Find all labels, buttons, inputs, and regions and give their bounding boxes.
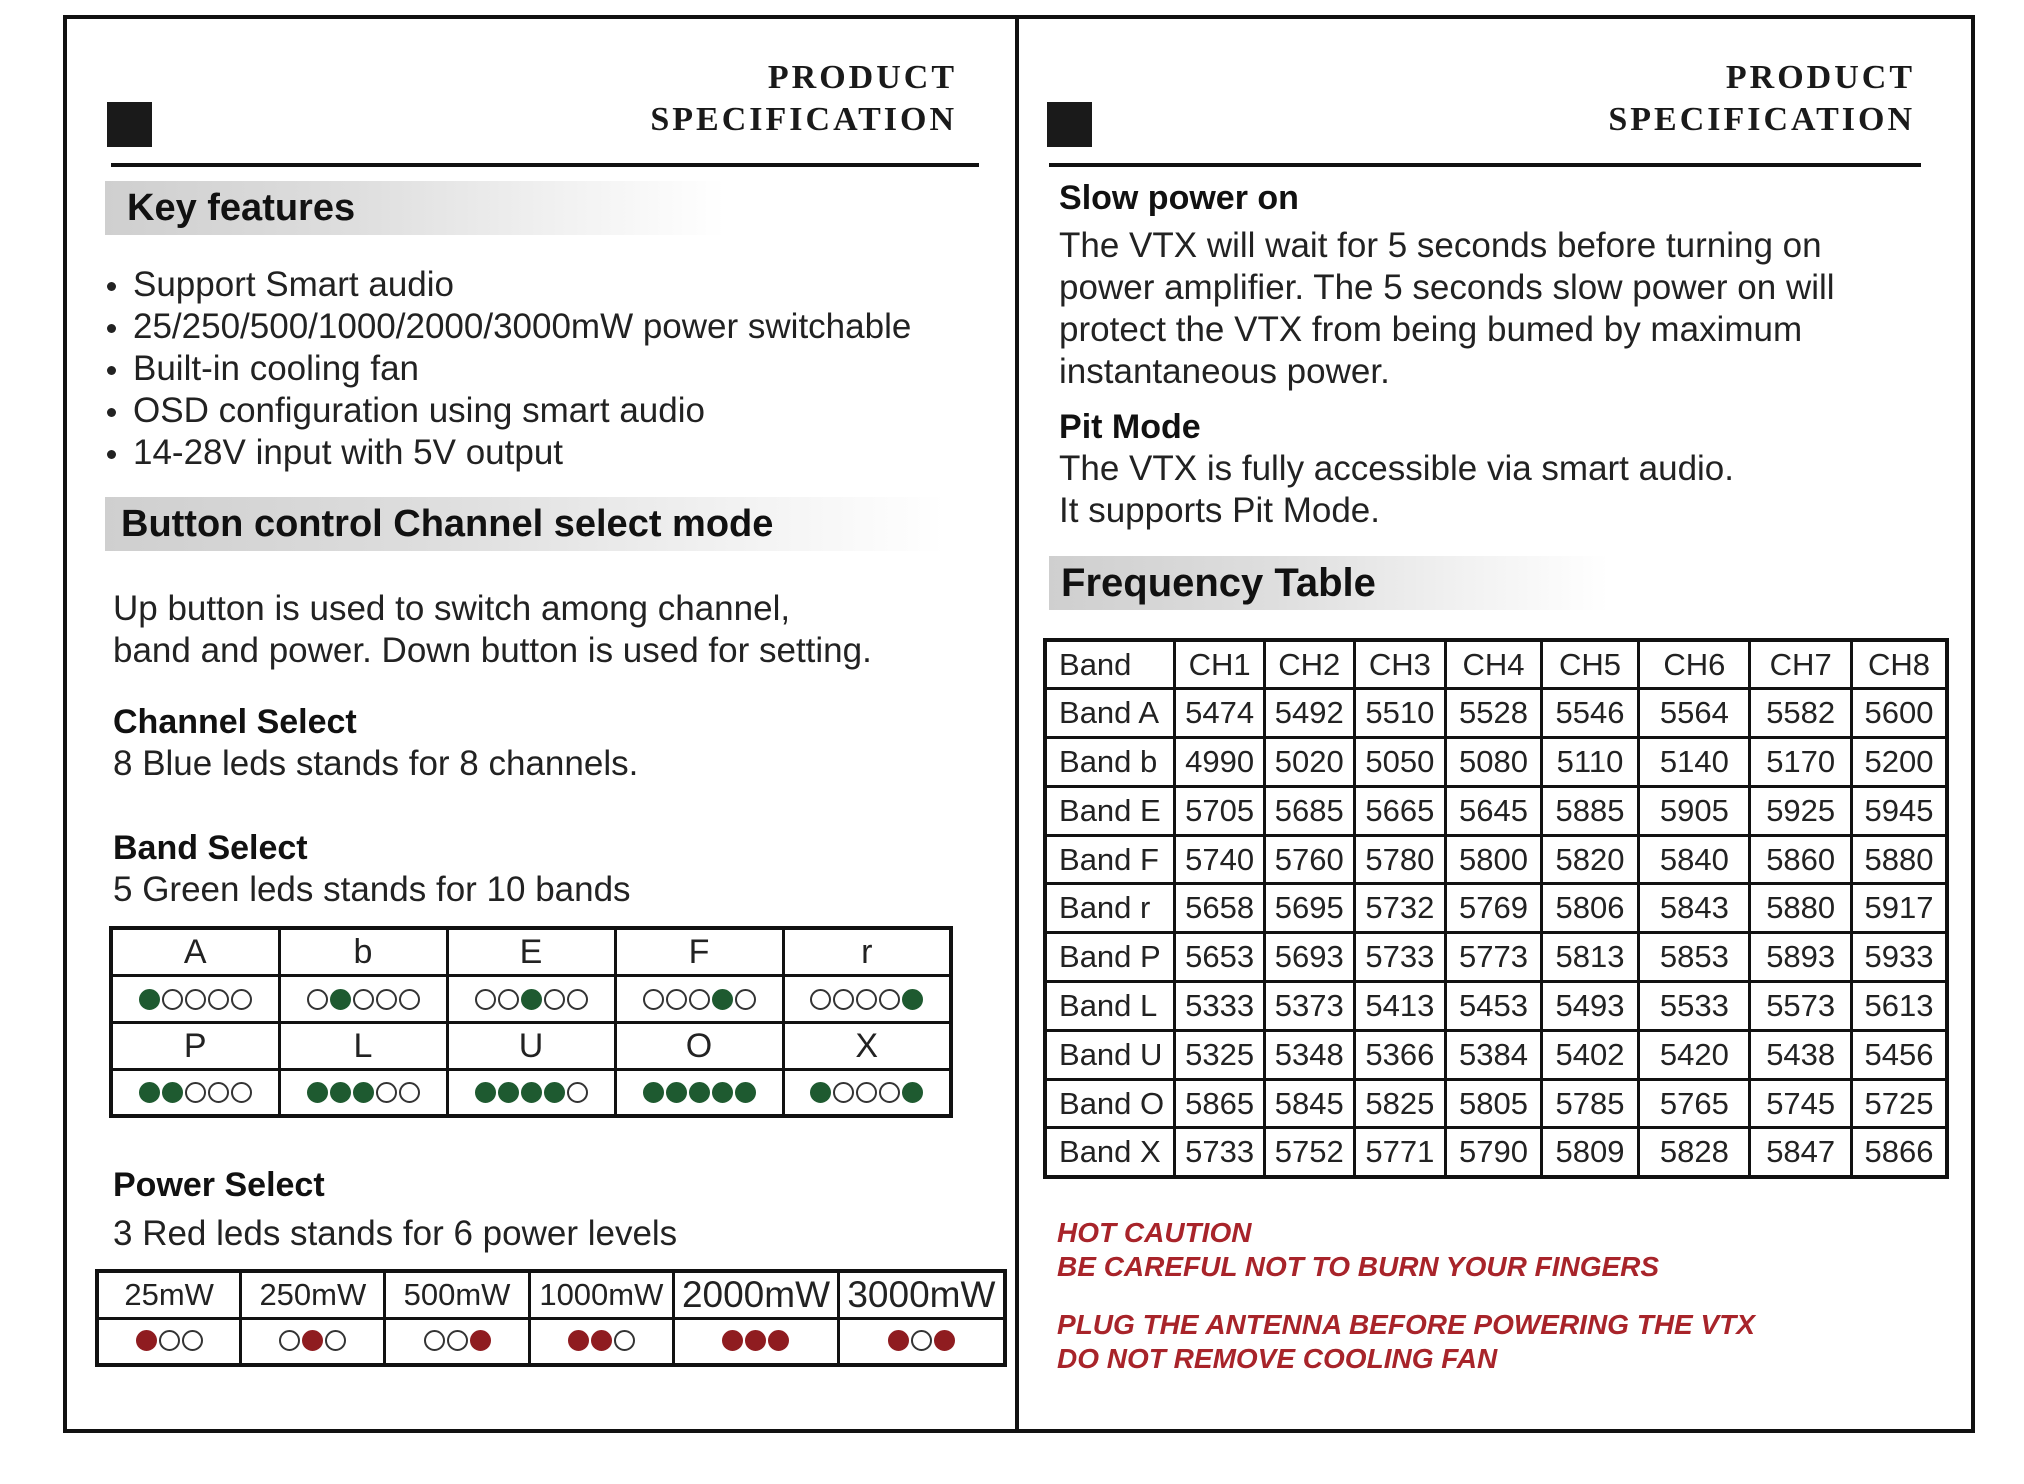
header-line-1: PRODUCT: [767, 59, 958, 96]
frequency-cell: 5732: [1354, 884, 1446, 933]
led-off: [307, 989, 328, 1010]
frequency-cell: 5893: [1750, 933, 1851, 982]
band-name-cell: Band P: [1045, 933, 1175, 982]
band-label: b: [279, 928, 447, 975]
frequency-cell: 5853: [1639, 933, 1750, 982]
frequency-cell: 5800: [1446, 835, 1542, 884]
feature-item: 25/250/500/1000/2000/3000mW power switchable: [105, 306, 911, 348]
header-rule: [111, 163, 979, 167]
led-on-green: [139, 1082, 160, 1103]
frequency-cell: 5866: [1851, 1128, 1947, 1177]
led-on-green: [902, 1082, 923, 1103]
frequency-cell: 5880: [1750, 884, 1851, 933]
frequency-cell: 5658: [1175, 884, 1265, 933]
band-label: E: [447, 928, 615, 975]
frequency-cell: 5840: [1639, 835, 1750, 884]
frequency-cell: 5420: [1639, 1030, 1750, 1079]
column-header: CH8: [1851, 640, 1947, 689]
band-name-cell: Band A: [1045, 689, 1175, 738]
frequency-cell: 5528: [1446, 689, 1542, 738]
caution-burn: BE CAREFUL NOT TO BURN YOUR FINGERS: [1057, 1251, 1660, 1282]
band-label: A: [111, 928, 279, 975]
power-label: 1000mW: [529, 1271, 674, 1318]
power-label: 250mW: [241, 1271, 385, 1318]
frequency-cell: 5402: [1541, 1030, 1639, 1079]
led-off: [879, 1082, 900, 1103]
led-on-green: [643, 1082, 664, 1103]
band-select-title: Band Select: [113, 829, 308, 867]
caution-fan: DO NOT REMOVE COOLING FAN: [1057, 1343, 1498, 1374]
frequency-cell: 5705: [1175, 786, 1265, 835]
frequency-cell: 5745: [1750, 1079, 1851, 1128]
band-name-cell: Band X: [1045, 1128, 1175, 1177]
left-header-title: [650, 57, 957, 141]
band-select-desc: 5 Green leds stands for 10 bands: [113, 870, 631, 909]
frequency-cell: 5348: [1264, 1030, 1354, 1079]
led-on-green: [521, 1082, 542, 1103]
frequency-cell: 5645: [1446, 786, 1542, 835]
channel-select-title: Channel Select: [113, 703, 357, 741]
led-on-red: [745, 1330, 766, 1351]
led-on-green: [307, 1082, 328, 1103]
led-on-green: [712, 1082, 733, 1103]
spec-sheet-frame: [63, 15, 1975, 1433]
right-panel: [1019, 19, 1971, 1429]
led-off: [208, 989, 229, 1010]
frequency-rows: [1045, 689, 1947, 1177]
frequency-cell: 5905: [1639, 786, 1750, 835]
led-off: [208, 1082, 229, 1103]
band-name-cell: Band r: [1045, 884, 1175, 933]
frequency-cell: 5685: [1264, 786, 1354, 835]
frequency-cell: 5740: [1175, 835, 1265, 884]
led-on-green: [162, 1082, 183, 1103]
power-label-row: [97, 1271, 1005, 1318]
header-line-2: SPECIFICATION: [1608, 101, 1915, 138]
green-led-pattern: [810, 989, 923, 1010]
frequency-cell: 5933: [1851, 933, 1947, 982]
header-line-2: SPECIFICATION: [650, 101, 958, 138]
led-off: [182, 1330, 203, 1351]
frequency-cell: 5110: [1541, 738, 1639, 787]
frequency-cell: 5200: [1851, 738, 1947, 787]
led-on-green: [666, 1082, 687, 1103]
band-name-cell: Band E: [1045, 786, 1175, 835]
frequency-row: [1045, 1128, 1947, 1177]
power-select-desc: 3 Red leds stands for 6 power levels: [113, 1214, 678, 1253]
frequency-cell: 5760: [1264, 835, 1354, 884]
frequency-row: [1045, 738, 1947, 787]
column-header: CH1: [1175, 640, 1265, 689]
green-led-pattern: [307, 989, 420, 1010]
frequency-cell: 5780: [1354, 835, 1446, 884]
frequency-cell: 5564: [1639, 689, 1750, 738]
frequency-cell: 5510: [1354, 689, 1446, 738]
frequency-cell: 5170: [1750, 738, 1851, 787]
red-led-pattern: [424, 1330, 491, 1351]
led-on-green: [810, 1082, 831, 1103]
frequency-header-row: [1045, 640, 1947, 689]
frequency-cell: 5456: [1851, 1030, 1947, 1079]
band-name-cell: Band O: [1045, 1079, 1175, 1128]
band-led-row: [111, 1069, 951, 1116]
key-features-list: [105, 264, 911, 474]
led-on-green: [712, 989, 733, 1010]
red-led-pattern: [722, 1330, 789, 1351]
column-header: CH7: [1750, 640, 1851, 689]
right-header-title: [1608, 57, 1915, 141]
frequency-cell: 5945: [1851, 786, 1947, 835]
frequency-cell: 5805: [1446, 1079, 1542, 1128]
frequency-cell: 5725: [1851, 1079, 1947, 1128]
led-off: [162, 989, 183, 1010]
frequency-cell: 5533: [1639, 982, 1750, 1031]
frequency-cell: 5809: [1541, 1128, 1639, 1177]
band-label: L: [279, 1022, 447, 1069]
led-off: [447, 1330, 468, 1351]
green-led-pattern: [643, 989, 756, 1010]
led-off: [643, 989, 664, 1010]
led-on-red: [934, 1330, 955, 1351]
power-select-title: Power Select: [113, 1166, 325, 1204]
column-header: CH5: [1541, 640, 1639, 689]
led-off: [567, 989, 588, 1010]
led-off: [231, 1082, 252, 1103]
frequency-cell: 4990: [1175, 738, 1265, 787]
frequency-cell: 5080: [1446, 738, 1542, 787]
led-off: [498, 989, 519, 1010]
frequency-cell: 5790: [1446, 1128, 1542, 1177]
column-header: CH2: [1264, 640, 1354, 689]
frequency-cell: 5373: [1264, 982, 1354, 1031]
frequency-cell: 5860: [1750, 835, 1851, 884]
band-label: U: [447, 1022, 615, 1069]
red-led-pattern: [136, 1330, 203, 1351]
frequency-cell: 5733: [1175, 1128, 1265, 1177]
frequency-cell: 5752: [1264, 1128, 1354, 1177]
led-on-green: [330, 989, 351, 1010]
key-features-heading: Key features: [105, 181, 725, 235]
header-square-marker: [107, 102, 152, 147]
led-on-red: [768, 1330, 789, 1351]
led-on-green: [498, 1082, 519, 1103]
frequency-cell: 5773: [1446, 933, 1542, 982]
frequency-cell: 5917: [1851, 884, 1947, 933]
header-line-1: PRODUCT: [1725, 59, 1915, 96]
power-label: 2000mW: [674, 1271, 839, 1318]
frequency-cell: 5438: [1750, 1030, 1851, 1079]
column-header: CH3: [1354, 640, 1446, 689]
band-name-cell: Band b: [1045, 738, 1175, 787]
pit-mode-desc: The VTX is fully accessible via smart audio. It supports Pit Mode.: [1059, 449, 1734, 530]
band-label: r: [783, 928, 951, 975]
frequency-row: [1045, 884, 1947, 933]
led-off: [185, 989, 206, 1010]
frequency-cell: 5880: [1851, 835, 1947, 884]
led-off: [399, 989, 420, 1010]
frequency-cell: 5653: [1175, 933, 1265, 982]
frequency-cell: 5453: [1446, 982, 1542, 1031]
green-led-pattern: [643, 1082, 756, 1103]
green-led-pattern: [810, 1082, 923, 1103]
frequency-cell: 5885: [1541, 786, 1639, 835]
frequency-cell: 5865: [1175, 1079, 1265, 1128]
led-on-green: [735, 1082, 756, 1103]
frequency-cell: 5925: [1750, 786, 1851, 835]
led-on-red: [470, 1330, 491, 1351]
green-led-pattern: [475, 1082, 588, 1103]
led-on-green: [902, 989, 923, 1010]
led-on-green: [689, 1082, 710, 1103]
led-off: [424, 1330, 445, 1351]
band-name-cell: Band F: [1045, 835, 1175, 884]
led-on-green: [475, 1082, 496, 1103]
led-on-green: [353, 1082, 374, 1103]
led-off: [399, 1082, 420, 1103]
led-off: [735, 989, 756, 1010]
band-label-row: [111, 928, 951, 975]
frequency-cell: 5325: [1175, 1030, 1265, 1079]
green-led-pattern: [475, 989, 588, 1010]
led-off: [833, 989, 854, 1010]
frequency-cell: 5847: [1750, 1128, 1851, 1177]
frequency-cell: 5140: [1639, 738, 1750, 787]
frequency-row: [1045, 982, 1947, 1031]
led-off: [689, 989, 710, 1010]
led-off: [567, 1082, 588, 1103]
frequency-table-heading: Frequency Table: [1049, 556, 1609, 610]
pit-mode-title: Pit Mode: [1059, 408, 1201, 446]
power-label: 500mW: [385, 1271, 529, 1318]
frequency-row: [1045, 1030, 1947, 1079]
band-label: X: [783, 1022, 951, 1069]
frequency-cell: 5493: [1541, 982, 1639, 1031]
led-off: [911, 1330, 932, 1351]
led-on-red: [136, 1330, 157, 1351]
led-off: [159, 1330, 180, 1351]
frequency-cell: 5825: [1354, 1079, 1446, 1128]
led-on-green: [521, 989, 542, 1010]
frequency-row: [1045, 1079, 1947, 1128]
frequency-cell: 5546: [1541, 689, 1639, 738]
frequency-cell: 5695: [1264, 884, 1354, 933]
led-off: [325, 1330, 346, 1351]
band-led-table: [109, 926, 953, 1118]
led-off: [833, 1082, 854, 1103]
led-off: [353, 989, 374, 1010]
frequency-row: [1045, 689, 1947, 738]
caution-antenna: PLUG THE ANTENNA BEFORE POWERING THE VTX: [1057, 1309, 1755, 1340]
frequency-row: [1045, 835, 1947, 884]
band-label: O: [615, 1022, 783, 1069]
feature-item: 14-28V input with 5V output: [105, 432, 911, 474]
frequency-cell: 5771: [1354, 1128, 1446, 1177]
led-off: [231, 989, 252, 1010]
band-name-cell: Band L: [1045, 982, 1175, 1031]
red-led-pattern: [279, 1330, 346, 1351]
column-header: CH6: [1639, 640, 1750, 689]
band-label: P: [111, 1022, 279, 1069]
frequency-cell: 5806: [1541, 884, 1639, 933]
power-led-table: [95, 1269, 1007, 1367]
frequency-cell: 5828: [1639, 1128, 1750, 1177]
power-led-row: [97, 1318, 1005, 1365]
frequency-cell: 5333: [1175, 982, 1265, 1031]
led-off: [810, 989, 831, 1010]
frequency-cell: 5492: [1264, 689, 1354, 738]
button-control-heading: Button control Channel select mode: [105, 497, 945, 551]
frequency-cell: 5845: [1264, 1079, 1354, 1128]
frequency-cell: 5413: [1354, 982, 1446, 1031]
led-on-red: [568, 1330, 589, 1351]
frequency-table: [1043, 638, 1949, 1179]
frequency-cell: 5785: [1541, 1079, 1639, 1128]
frequency-cell: 5733: [1354, 933, 1446, 982]
led-off: [279, 1330, 300, 1351]
red-led-pattern: [888, 1330, 955, 1351]
power-label: 3000mW: [838, 1271, 1005, 1318]
caution-hot: HOT CAUTION: [1057, 1217, 1252, 1248]
led-off: [376, 989, 397, 1010]
band-name-cell: Band U: [1045, 1030, 1175, 1079]
led-off: [666, 989, 687, 1010]
led-off: [544, 989, 565, 1010]
frequency-cell: 5020: [1264, 738, 1354, 787]
header-square-marker: [1047, 102, 1092, 147]
led-off: [614, 1330, 635, 1351]
frequency-cell: 5474: [1175, 689, 1265, 738]
green-led-pattern: [139, 1082, 252, 1103]
red-led-pattern: [568, 1330, 635, 1351]
frequency-cell: 5384: [1446, 1030, 1542, 1079]
frequency-cell: 5769: [1446, 884, 1542, 933]
slow-power-desc: The VTX will wait for 5 seconds before turning on power amplifier. The 5 seconds slow power on will protect the VTX from being bumed by maximum instantaneous power.: [1059, 226, 1835, 391]
band-led-row: [111, 975, 951, 1022]
led-on-red: [888, 1330, 909, 1351]
power-label: 25mW: [97, 1271, 241, 1318]
led-off: [879, 989, 900, 1010]
led-off: [475, 989, 496, 1010]
led-off: [856, 1082, 877, 1103]
column-header: CH4: [1446, 640, 1542, 689]
led-on-red: [302, 1330, 323, 1351]
led-off: [856, 989, 877, 1010]
header-rule: [1049, 163, 1921, 167]
feature-item: Built-in cooling fan: [105, 348, 911, 390]
led-off: [185, 1082, 206, 1103]
frequency-cell: 5765: [1639, 1079, 1750, 1128]
led-on-green: [544, 1082, 565, 1103]
slow-power-title: Slow power on: [1059, 179, 1299, 217]
led-on-red: [591, 1330, 612, 1351]
frequency-cell: 5582: [1750, 689, 1851, 738]
frequency-cell: 5366: [1354, 1030, 1446, 1079]
frequency-cell: 5693: [1264, 933, 1354, 982]
band-label-row: [111, 1022, 951, 1069]
frequency-cell: 5573: [1750, 982, 1851, 1031]
frequency-cell: 5665: [1354, 786, 1446, 835]
channel-select-desc: 8 Blue leds stands for 8 channels.: [113, 744, 639, 783]
frequency-row: [1045, 933, 1947, 982]
feature-item: Support Smart audio: [105, 264, 911, 306]
frequency-cell: 5813: [1541, 933, 1639, 982]
frequency-cell: 5820: [1541, 835, 1639, 884]
button-control-desc: Up button is used to switch among channel, band and power. Down button is used for setting.: [113, 589, 872, 670]
led-on-green: [139, 989, 160, 1010]
frequency-cell: 5600: [1851, 689, 1947, 738]
led-off: [376, 1082, 397, 1103]
frequency-row: [1045, 786, 1947, 835]
left-panel: [67, 19, 1019, 1429]
frequency-cell: 5613: [1851, 982, 1947, 1031]
feature-item: OSD configuration using smart audio: [105, 390, 911, 432]
led-on-green: [330, 1082, 351, 1103]
column-header: Band: [1045, 640, 1175, 689]
green-led-pattern: [139, 989, 252, 1010]
frequency-cell: 5050: [1354, 738, 1446, 787]
band-label: F: [615, 928, 783, 975]
led-on-red: [722, 1330, 743, 1351]
frequency-cell: 5843: [1639, 884, 1750, 933]
green-led-pattern: [307, 1082, 420, 1103]
